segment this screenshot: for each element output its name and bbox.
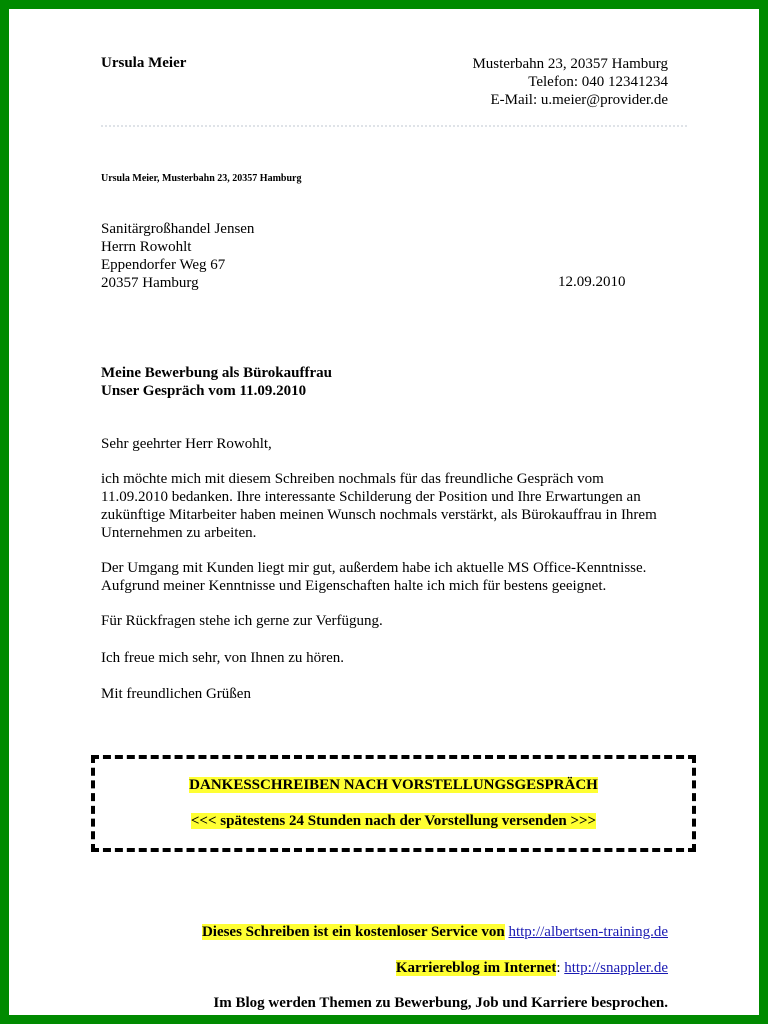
sender-phone: Telefon: 040 12341234 xyxy=(528,74,668,90)
letter-date: 12.09.2010 xyxy=(558,274,626,290)
body-line: Der Umgang mit Kunden liegt mir gut, außerdem habe ich aktuelle MS Office-Kenntnisse. xyxy=(101,560,647,576)
footer-service-text: Dieses Schreiben ist ein kostenloser Service von xyxy=(201,924,505,940)
notice-title: DANKESSCHREIBEN NACH VORSTELLUNGSGESPRÄCH xyxy=(189,777,598,793)
notice-box xyxy=(91,755,696,852)
body-paragraph-1 xyxy=(101,470,691,542)
notice-title-row xyxy=(91,777,696,794)
footer-service-line xyxy=(202,924,668,941)
recipient-contact: Herrn Rowohlt xyxy=(101,239,192,255)
notice-subtitle-row xyxy=(91,813,696,830)
albertsen-training-link[interactable]: http://albertsen-training.de xyxy=(508,924,668,940)
notice-subtitle: <<< spätestens 24 Stunden nach der Vorstellung versenden >>> xyxy=(190,813,597,829)
salutation: Sehr geehrter Herr Rowohlt, xyxy=(101,436,272,452)
body-line: Aufgrund meiner Kenntnisse und Eigenschaften halte ich mich für bestens geeignet. xyxy=(101,578,607,594)
recipient-street: Eppendorfer Weg 67 xyxy=(101,257,226,273)
sender-contact-block xyxy=(472,55,668,109)
footer-blog-note: Im Blog werden Themen zu Bewerbung, Job und Karriere besprochen. xyxy=(213,995,668,1011)
recipient-company: Sanitärgroßhandel Jensen xyxy=(101,221,255,237)
subject-block xyxy=(101,364,332,400)
body-paragraph-2 xyxy=(101,559,691,595)
sender-name: Ursula Meier xyxy=(101,55,187,71)
body-line: Unternehmen zu arbeiten. xyxy=(101,525,257,541)
header-divider xyxy=(101,125,687,127)
body-line: 11.09.2010 bedanken. Ihre interessante Schilderung der Position und Ihre Erwartungen an xyxy=(101,489,641,505)
body-line: ich möchte mich mit diesem Schreiben nochmals für das freundliche Gespräch vom xyxy=(101,471,604,487)
recipient-city: 20357 Hamburg xyxy=(101,275,199,291)
footer-blog-colon: : xyxy=(556,960,561,976)
return-address-line: Ursula Meier, Musterbahn 23, 20357 Hamburg xyxy=(101,173,302,184)
subject-line-1: Meine Bewerbung als Bürokauffrau xyxy=(101,365,332,381)
recipient-address xyxy=(101,220,254,292)
sender-email: E-Mail: u.meier@provider.de xyxy=(490,92,668,108)
body-line: zukünftige Mitarbeiter haben meinen Wunsch nochmals verstärkt, als Bürokauffrau in Ihrem xyxy=(101,507,657,523)
sender-address: Musterbahn 23, 20357 Hamburg xyxy=(472,56,668,72)
snappler-link[interactable]: http://snappler.de xyxy=(564,960,668,976)
footer-blog-line xyxy=(396,960,668,977)
closing-line: Mit freundlichen Grüßen xyxy=(101,686,251,702)
subject-line-2: Unser Gespräch vom 11.09.2010 xyxy=(101,383,307,399)
body-paragraph-4: Ich freue mich sehr, von Ihnen zu hören. xyxy=(101,650,345,666)
footer-blog-label: Karriereblog im Internet xyxy=(395,960,557,976)
body-paragraph-3: Für Rückfragen stehe ich gerne zur Verfügung. xyxy=(101,613,383,629)
